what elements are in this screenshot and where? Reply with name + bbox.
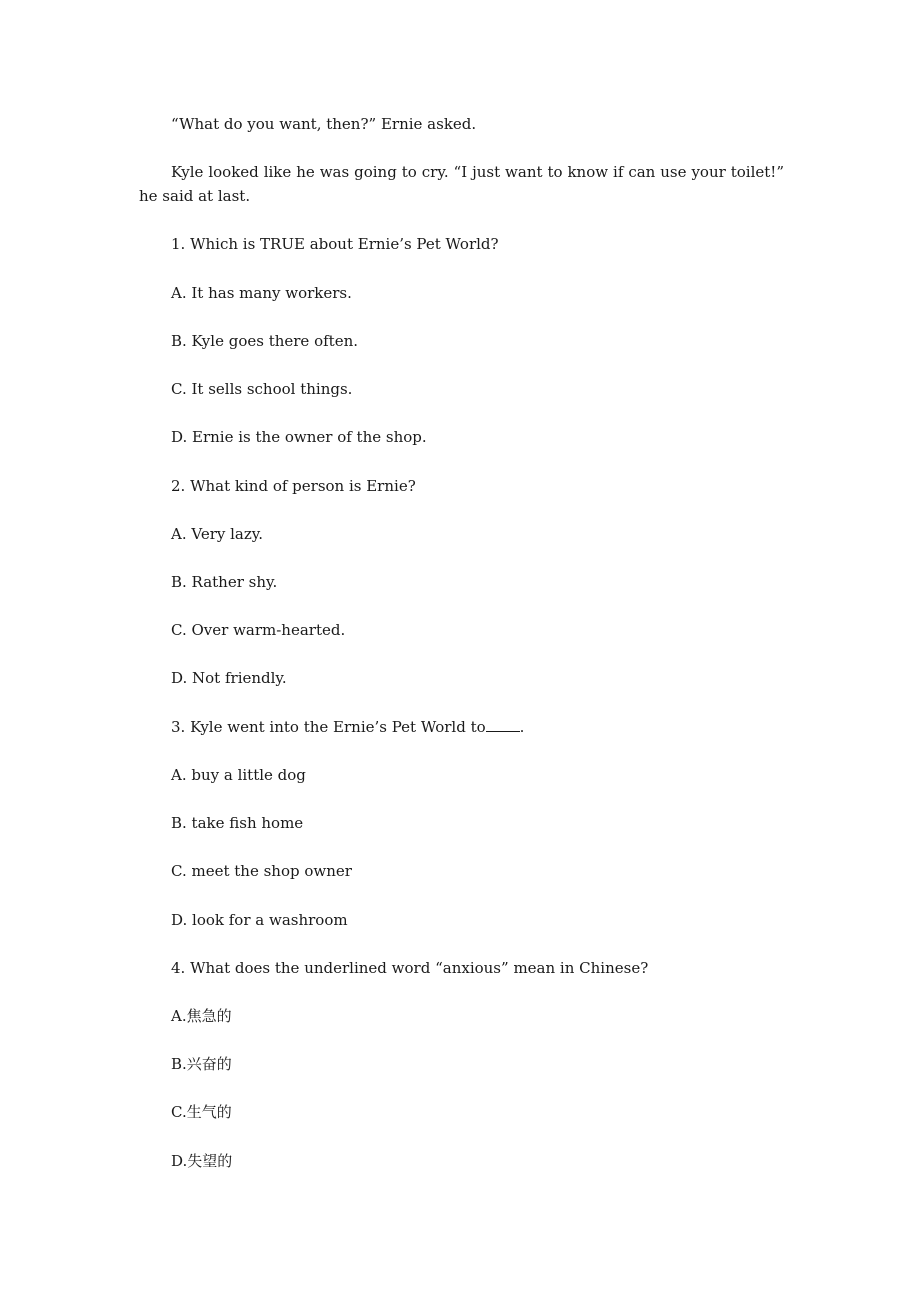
answer-blank xyxy=(486,717,520,732)
question-3-option-d: D. look for a washroom xyxy=(171,911,348,929)
question-1-option-c: C. It sells school things. xyxy=(171,380,353,398)
passage-line: “What do you want, then?” Ernie asked. xyxy=(171,115,477,133)
question-3-option-c: C. meet the shop owner xyxy=(171,862,352,880)
question-2-option-c: C. Over warm-hearted. xyxy=(171,621,346,639)
question-4-option-d: D.失望的 xyxy=(171,1152,233,1170)
question-1-option-d: D. Ernie is the owner of the shop. xyxy=(171,428,427,446)
question-2-option-b: B. Rather shy. xyxy=(171,573,278,591)
question-3-stem-end: . xyxy=(519,718,525,736)
question-4-option-c: C.生气的 xyxy=(171,1103,232,1121)
question-4-option-b: B.兴奋的 xyxy=(171,1055,232,1073)
question-3-option-b: B. take fish home xyxy=(171,814,304,832)
question-2-stem: 2. What kind of person is Ernie? xyxy=(171,477,416,495)
passage-paragraph: Kyle looked like he was going to cry. “I just want to know if can use your toilet!” he said at last. xyxy=(139,163,784,205)
question-3-stem xyxy=(171,717,524,737)
question-1-option-b: B. Kyle goes there often. xyxy=(171,332,358,350)
question-1-stem: 1. Which is TRUE about Ernie’s Pet World? xyxy=(171,235,499,253)
question-4-option-a: A.焦急的 xyxy=(171,1007,232,1025)
question-3-stem-text: 3. Kyle went into the Ernie’s Pet World to xyxy=(171,718,486,736)
question-1-option-a: A. It has many workers. xyxy=(171,284,352,302)
question-2-option-d: D. Not friendly. xyxy=(171,669,287,687)
question-3-option-a: A. buy a little dog xyxy=(171,766,306,784)
question-4-stem: 4. What does the underlined word “anxious” mean in Chinese? xyxy=(171,959,649,977)
question-2-option-a: A. Very lazy. xyxy=(171,525,264,543)
